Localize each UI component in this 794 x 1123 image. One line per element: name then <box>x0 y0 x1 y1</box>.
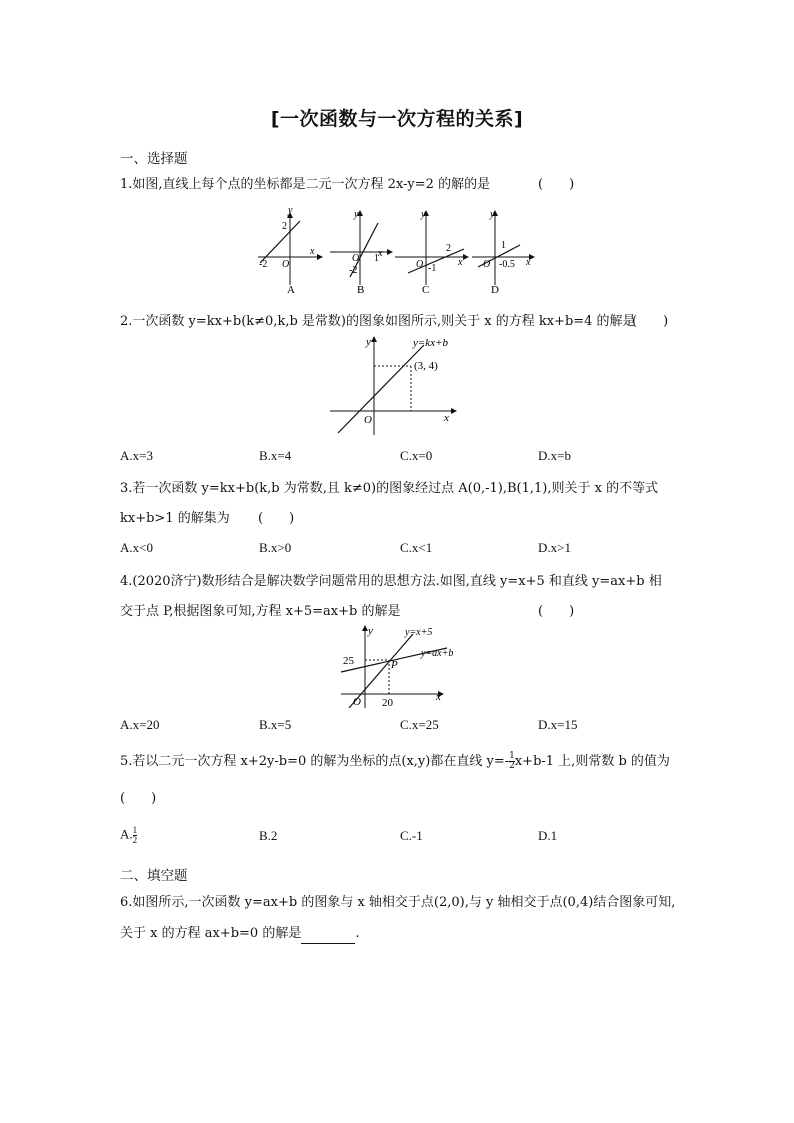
question-1-stem: 1.如图,直线上每个点的坐标都是二元一次方程 2x-y=2 的解的是 <box>120 177 491 192</box>
q4-point-p: P <box>391 659 398 671</box>
question-4-graph <box>335 622 465 708</box>
q2-origin: O <box>364 414 372 426</box>
q5-option-a-fraction <box>133 826 138 845</box>
q4-option-a[interactable]: A.x=20 <box>120 717 160 732</box>
section-heading-fill: 二、填空题 <box>120 868 188 884</box>
q4-option-d[interactable]: D.x=15 <box>538 717 578 732</box>
graph-b-origin: O <box>352 253 360 264</box>
q5-text-after: x+b-1 上,则常数 b 的值为 <box>514 754 670 769</box>
question-4-line1: 4.(2020济宁)数形结合是解决数学问题常用的思想方法.如图,直线 y=x+5 和直线 y=ax+b 相 <box>120 574 662 589</box>
graph-d-axis-y: y <box>490 209 495 220</box>
graph-b-label: B <box>357 284 365 296</box>
graph-c-axis-y: y <box>421 209 426 220</box>
q5-frac-den: 2 <box>509 761 515 771</box>
graph-c <box>395 209 468 296</box>
graph-b-axis-x: x <box>378 248 383 259</box>
graph-a-tick-y: 2 <box>282 221 287 232</box>
graph-d-origin: O <box>483 259 491 270</box>
q5-option-a[interactable] <box>120 826 137 845</box>
page-title: [一次函数与一次方程的关系] <box>270 108 524 130</box>
q5-frac-num: 1 <box>509 751 515 761</box>
graph-a-label: A <box>287 284 295 296</box>
q4-axis-y: y <box>368 625 373 637</box>
graph-a-axis-x: x <box>310 246 315 257</box>
question-4-answer-paren: ( ) <box>538 604 575 619</box>
q5-text-before: 5.若以二元一次方程 x+2y-b=0 的解为坐标的点(x,y)都在直线 y=- <box>120 754 510 769</box>
q4-y-tick: 25 <box>343 655 354 667</box>
q2-axis-y: y <box>366 336 371 348</box>
q3-option-b[interactable]: B.x>0 <box>259 540 292 555</box>
question-2-text: 2.一次函数 y=kx+b(k≠0,k,b 是常数)的图象如图所示,则关于 x 的方程 kx+b=4 的解是 <box>120 314 636 329</box>
q2-option-b[interactable]: B.x=4 <box>259 448 292 463</box>
question-2-answer-paren: ( ) <box>632 314 669 329</box>
graph-b-tick-y: -2 <box>349 265 358 276</box>
q5-option-d[interactable]: D.1 <box>538 828 558 843</box>
q4-origin: O <box>353 696 361 708</box>
q6-answer-blank[interactable] <box>301 929 355 944</box>
section-heading-choice: 一、选择题 <box>120 151 188 167</box>
q5-option-b[interactable]: B.2 <box>259 828 278 843</box>
q2-option-c[interactable]: C.x=0 <box>400 448 433 463</box>
graph-c-axis-x: x <box>458 257 463 268</box>
graph-c-origin: O <box>416 259 424 270</box>
q5-option-a-prefix: A. <box>120 826 133 842</box>
q4-line2-label: y=ax+b <box>421 648 454 659</box>
question-1-graphs <box>250 205 550 300</box>
question-3-answer-paren: ( ) <box>258 511 295 526</box>
question-6-line2 <box>120 924 359 944</box>
q4-x-tick: 20 <box>382 697 393 708</box>
q5-opt-a-den: 2 <box>132 835 138 845</box>
question-1-text <box>120 175 490 195</box>
q5-option-c[interactable]: C.-1 <box>400 828 423 843</box>
graph-b-axis-y: y <box>354 209 359 220</box>
graph-d <box>472 209 534 296</box>
q5-opt-a-num: 1 <box>132 825 138 835</box>
graph-c-tick-x: 2 <box>446 243 451 254</box>
q2-option-d[interactable]: D.x=b <box>538 448 571 463</box>
q4-option-b[interactable]: B.x=5 <box>259 717 292 732</box>
q2-axis-x: x <box>444 412 449 424</box>
q4-line1-label: y=x+5 <box>405 627 433 638</box>
graph-b-tick-x: 1 <box>374 253 379 264</box>
q3-option-c[interactable]: C.x<1 <box>400 540 433 555</box>
question-4-line2: 交于点 P,根据图象可知,方程 x+5=ax+b 的解是 <box>120 604 401 619</box>
question-5-line1 <box>120 752 670 772</box>
q2-point-label: (3, 4) <box>414 360 438 372</box>
question-3-line1: 3.若一次函数 y=kx+b(k,b 为常数,且 k≠0)的图象经过点 A(0,-1),B(1,1),则关于 x 的不等式 <box>120 481 659 496</box>
graph-b <box>330 209 392 296</box>
question-6-line1: 6.如图所示,一次函数 y=ax+b 的图象与 x 轴相交于点(2,0),与 y 轴相交于点(0,4)结合图象可知, <box>120 895 676 910</box>
graph-a-tick-x: -2 <box>259 259 268 270</box>
question-2-graph <box>330 335 465 437</box>
graph-d-axis-x: x <box>526 257 531 268</box>
graph-d-label: D <box>491 284 499 296</box>
q4-axis-x: x <box>436 691 441 703</box>
graph-c-label: C <box>422 284 430 296</box>
q3-option-a[interactable]: A.x<0 <box>120 540 153 555</box>
graph-d-tick-x: -0.5 <box>499 259 515 270</box>
question-1-answer-paren: ( ) <box>538 177 575 192</box>
graph-d-tick-y: 1 <box>501 240 506 251</box>
graph-a-origin: O <box>282 259 290 270</box>
graph-a <box>258 205 322 296</box>
question-3-line2: kx+b>1 的解集为 <box>120 511 230 526</box>
q4-option-c[interactable]: C.x=25 <box>400 717 439 732</box>
q6-text-line2: 关于 x 的方程 ax+b=0 的解是 <box>120 926 302 941</box>
question-5-answer-paren: ( ) <box>120 791 157 806</box>
q6-text-end: . <box>355 926 360 941</box>
graph-a-axis-y: y <box>288 205 293 216</box>
q3-option-d[interactable]: D.x>1 <box>538 540 571 555</box>
q2-line-label: y=kx+b <box>413 337 448 349</box>
q2-option-a[interactable]: A.x=3 <box>120 448 153 463</box>
graph-c-tick-y: -1 <box>428 263 437 274</box>
